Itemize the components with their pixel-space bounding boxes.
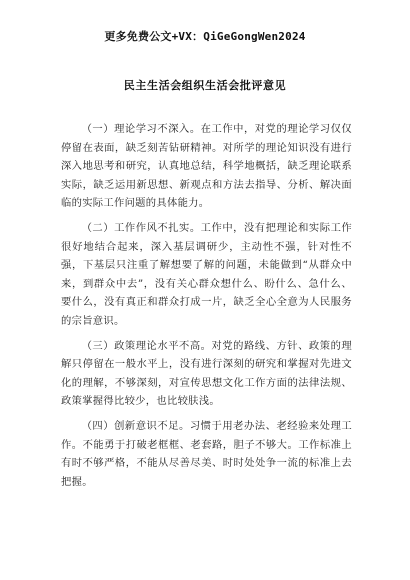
watermark-header: 更多免费公文+VX：QiGeGongWen2024 bbox=[104, 30, 306, 43]
document-body bbox=[61, 120, 352, 497]
paragraph-theory-study: （一）理论学习不深入。在工作中，对党的理论学习仅仅停留在表面，缺乏刻苦钻研精神。对所学的理论知识没有进行深入地思考和研究，认真地总结，科学地概括，缺乏理论联系实际，缺乏运用新思想、新观点和方法去指导、分析、解决面临的实际工作问题的具体能力。 bbox=[61, 123, 352, 210]
paragraph-policy-theory: （三）政策理论水平不高。对党的路线、方针、政策的理解只停留在一般水平上，没有进行深刻的研究和掌握对先进文化的理解，不够深刻，对宣传思想文化工作方面的法律法规、政策掌握得比较少，也比较肤浅。 bbox=[61, 339, 352, 408]
paragraph-work-style: （二）工作作风不扎实。工作中，没有把理论和实际工作很好地结合起来，深入基层调研少，主动性不强，针对性不强，下基层只注重了解想要了解的问题，未能做到“从群众中来，到群众中去”，没有关心群众想什么、盼什么、急什么、要什么，没有真正和群众打成一片，缺乏全心全意为人民服务的宗旨意识。 bbox=[61, 221, 352, 327]
paragraph-innovation: （四）创新意识不足。习惯于用老办法、老经验来处理工作。不能勇于打破老框框、老套路，胆子不够大。工作标准上有时不够严格，不能从尽善尽美、时时处处争一流的标准上去把握。 bbox=[61, 419, 352, 488]
document-title: 民主生活会组织生活会批评意见 bbox=[123, 79, 287, 92]
